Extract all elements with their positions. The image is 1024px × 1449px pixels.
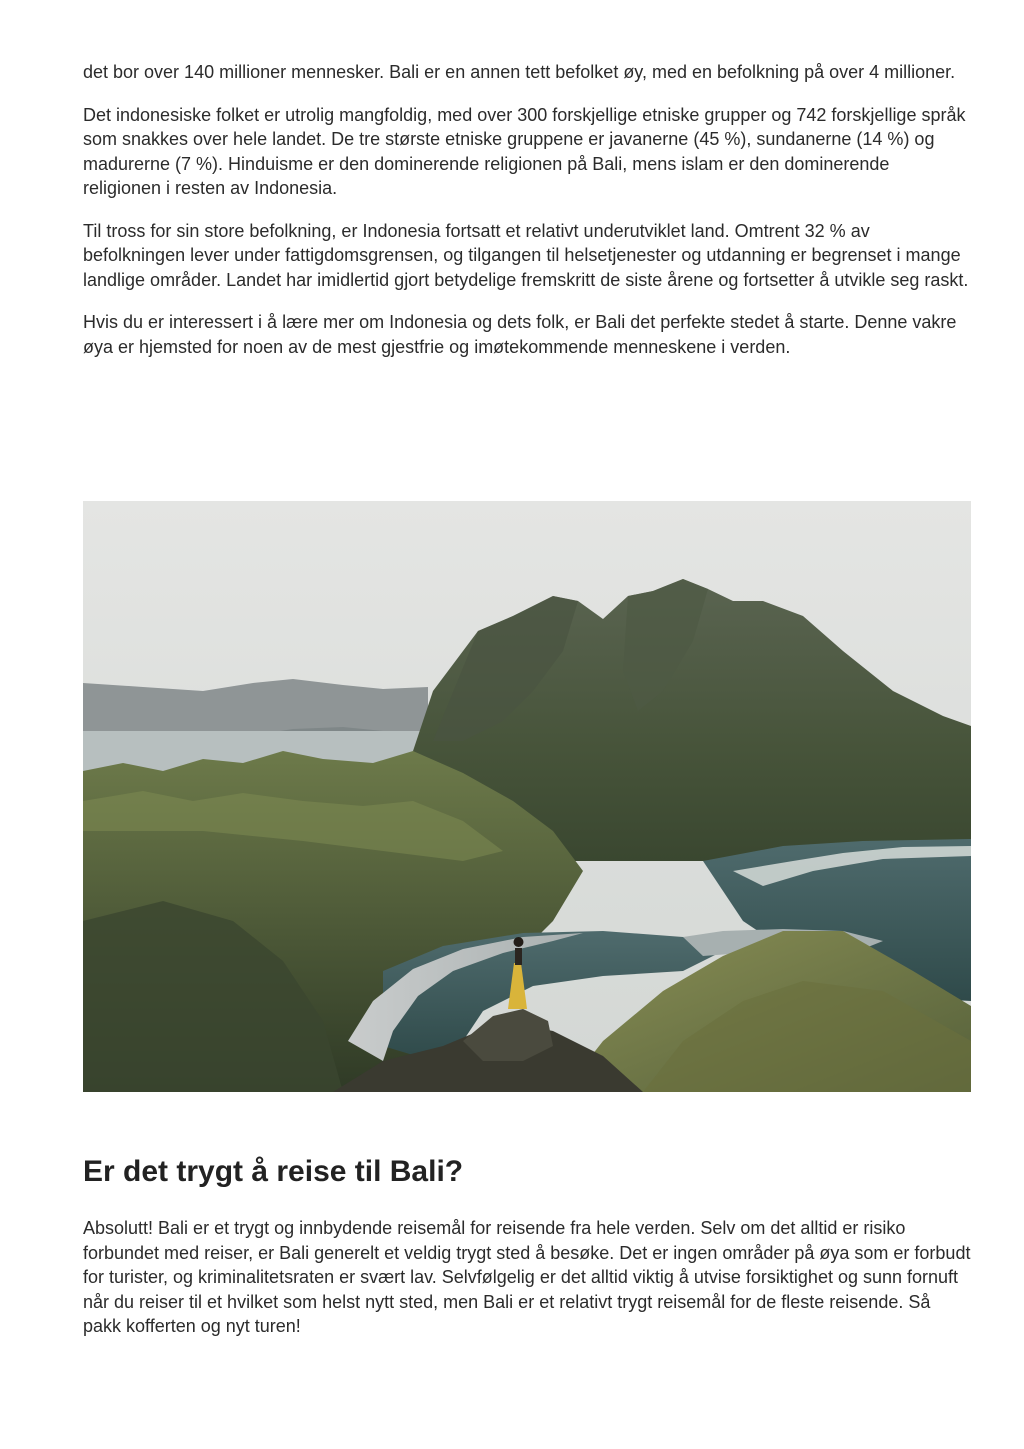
- section-heading: Er det trygt å reise til Bali?: [83, 1155, 464, 1188]
- paragraph-recommendation: Hvis du er interessert i å lære mer om Indonesia og dets folk, er Bali det perfekte stedet å starte. Denne vakre øya er hjemsted for noen av de mest gjestfrie og imøtekommende menneskene i verden.: [83, 312, 957, 357]
- landscape-photo-illustration: [83, 501, 971, 1092]
- paragraph-diversity: Det indonesiske folket er utrolig mangfoldig, med over 300 forskjellige etniske grupper og 742 forskjellige språk som snakkes over hele landet. De tre største etniske gruppene er javanerne (45 %), sundanerne (14 %) og madurerne (7 %). Hinduisme er den dominerende religionen på Bali, mens islam er den dominerende religionen i resten av Indonesia.: [83, 104, 966, 198]
- paragraph-population: det bor over 140 millioner mennesker. Bali er en annen tett befolket øy, med en befolkning på over 4 millioner.: [83, 62, 956, 82]
- article-body: [83, 60, 971, 377]
- paragraph-safety: Absolutt! Bali er et trygt og innbydende reisemål for reisende fra hele verden. Selv om det alltid er risiko forbundet med reiser, er Bali generelt et veldig trygt sted å besøke. Det er ingen områder på øya som er forbudt for turister, og kriminalitetsraten er svært lav. Selvfølgelig er det alltid viktig å utvise forsiktighet og sunn fornuft når du reiser til et hvilket som helst nytt sted, men Bali er et relativt trygt reisemål for de fleste reisende. Så pakk kofferten og nyt turen!: [83, 1218, 971, 1336]
- landscape-photo: [83, 501, 971, 1092]
- paragraph-development: Til tross for sin store befolkning, er Indonesia fortsatt et relativt underutviklet land. Omtrent 32 % av befolkningen lever under fattigdomsgrensen, og tilgangen til helsetjenester og utdanning er begrenset i mange landlige områder. Landet har imidlertid gjort betydelige fremskritt de siste årene og fortsetter å utvikle seg raskt.: [83, 220, 969, 290]
